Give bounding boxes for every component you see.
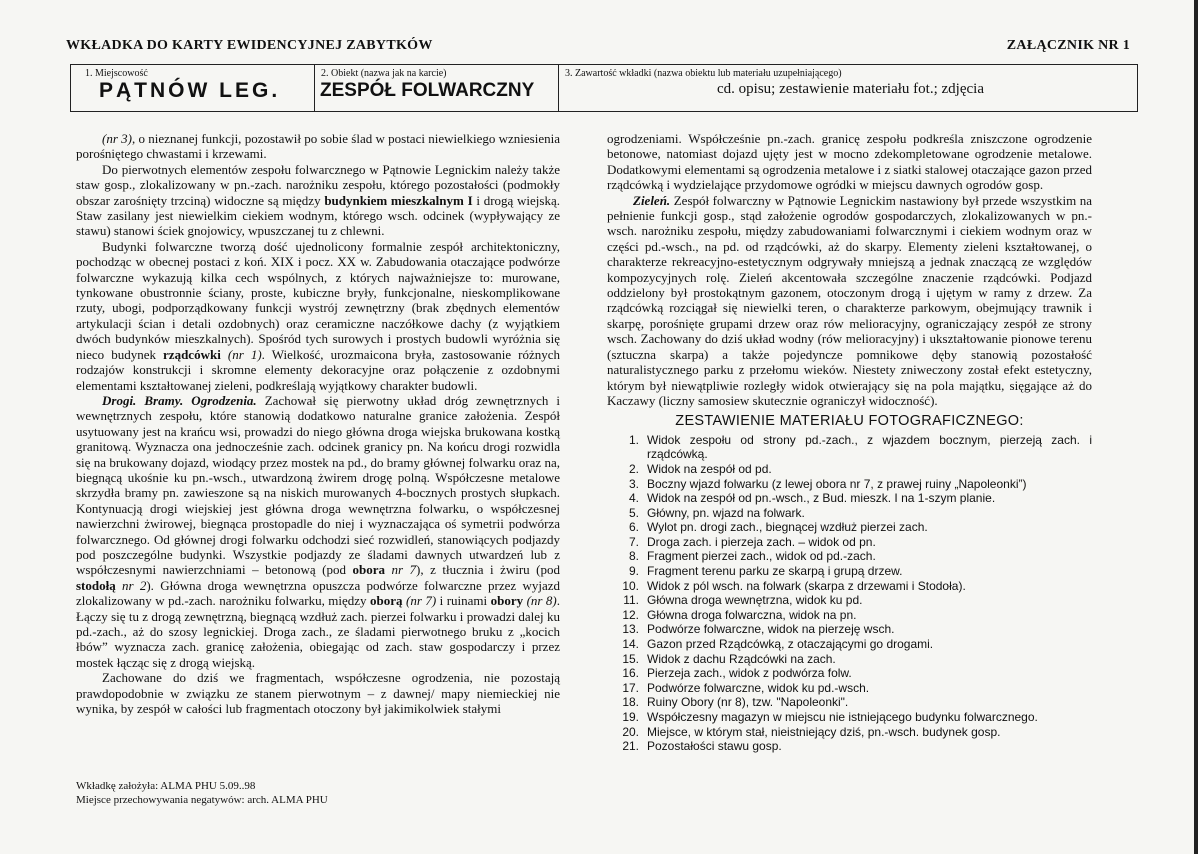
photo-item-text: Widok zespołu od strony pd.-zach., z wjazdem bocznym, pierzeją zach. i rządcówką. [647,432,1092,462]
photo-item-number: 20. [622,724,639,739]
header-fields-table [70,64,1138,112]
text-run: ). Główna droga wewnętrzna opuszcza podwórze folwarczne przez wyjazd zlokalizowany w pd.-zach. narożniku folwarku, między [76,577,560,609]
photo-list-item [613,695,1092,710]
photo-item-number: 10. [622,578,639,593]
italic-ref: (nr 1) [227,346,262,362]
bold-term: obora [352,562,385,578]
photo-item-text: Ruiny Obory (nr 8), tzw. "Napoleonki". [647,695,849,710]
photo-item-number: 15. [622,651,639,666]
photo-list-item [613,579,1092,594]
photo-item-text: Widok na zespół od pn.-wsch., z Bud. mieszk. I na 1-szym planie. [647,491,996,506]
left-text-column [76,131,560,716]
photo-item-text: Pierzeja zach., widok z podwórza folw. [647,666,852,681]
right-text-column [607,131,1092,754]
photo-list-item [613,564,1092,579]
photo-item-text: Droga zach. i pierzeja zach. – widok od pn. [647,534,876,549]
section-heading: Zieleń. [633,192,671,208]
photo-item-text: Widok z pól wsch. na folwark (skarpa z drzewami i Stodoła). [647,578,966,593]
photo-list-item [613,652,1092,667]
paragraph [76,393,560,670]
italic-ref: nr 2 [115,577,147,593]
paragraph: Zachowane do dziś we fragmentach, współczesne ogrodzenia, nie pozostają prawdopodobnie w związku ze stanem pierwotnym – z dawnej/ mapy niemieckiej nie wynika, by zespół w całości lub fragmentach otoczony był jakimikolwiek stałymi [76,670,560,717]
italic-ref: (nr 7) [402,593,437,609]
photo-item-text: Podwórze folwarczne, widok ku pd.-wsch. [647,680,870,695]
object-value: ZESPÓŁ FOLWARCZNY [320,80,535,101]
italic-ref: (nr 3) [102,131,132,146]
photo-item-number: 2. [628,461,639,476]
photo-list-item [613,666,1092,681]
content-value: cd. opisu; zestawienie materiału fot.; zdjęcia [717,81,984,97]
text-run: Zespół folwarczny w Pątnowie Legnickim nastawiony był przede wszystkim na pełnienie funkcji gosp., stąd założenie ogrodów gospodarczych, zlokalizowanych w pn.-wsch. narożniku zespołu, między zabudowaniami folwarcznymi i ciekiem wodnym oraz w części pd.-wsch., na pd. od rządcówki, aż do skarpy. Elementy zieleni kształtowanej, o charakterze rekreacyjno-estetycznym odgrywały mniejszą a jednak znaczącą ze względów kompozycyjnych rolę. Zieleń akcentowała szczególne znaczenie rządcówki. Podjazd oddzielony był prostokątnym gazonem, otoczonym drogą i ujętym w ramy z drzew. Za rządcówką rozciągał się niewielki teren, o charakterze parkowym, obejmujący trawnik i skarpę, porośnięte grupami drzew oraz rów melioracyjny, ograniczający zespół ze strony wsch. Zachowany do dziś układ wodny (rów melioracyjny) i ukształtowanie pionowe terenu (sztuczna skarpa) a także pojedyncze pomnikowe dęby stanowią pozostałość naturalistycznego parku z przełomu wieków. Niestety zniweczony został efekt estetyczny, którym był niewątpliwie rozległy widok otwierający się na pola majątku, sięgające aż do Kaczawy (liczny samosiew skutecznie ograniczył widoczność). [607,192,1092,408]
photo-list-item [613,520,1092,535]
text-run: i ruinami [436,593,491,609]
photo-item-text: Miejsce, w którym stał, nieistniejący dziś, pn.-wsch. budynek gosp. [647,724,1001,739]
text-run: . Łączy się tu z drogą zewnętrzną, biegnącą wzdłuż zach. pierzei folwarku i prowadzi dalej ku pd.-zach., aż do szosy legnickiej. Droga zach., ze śladami pierwotnego bruku z „kocich łbów” wyznacza zach. granicę założenia, obiegając od zach. staw gospodarczy i przez mostek łącząc się z drogą wiejską. [76,593,560,670]
content-label: 3. Zawartość wkładki (nazwa obiektu lub materiału uzupełniającego) [565,68,842,79]
paragraph: ogrodzeniami. Współcześnie pn.-zach. granicę zespołu podkreśla zniszczone ogrodzenie betonowe, natomiast dojazd ujęty jest w mocno zdekompletowane ogrodzenie metalowe. Dodatkowymi elementami są ogrodzenia metalowe i z siatki stalowej otaczające gazon przed rządcówką i wydzielające przydomowe ogródki w miejscu dawnych ogrodów gosp. [607,131,1092,193]
locality-value: PĄTNÓW LEG. [99,79,281,102]
photo-list-item [613,725,1092,740]
negatives-storage-line: Miejsce przechowywania negatywów: arch. ALMA PHU [76,794,328,806]
photo-item-number: 1. [628,432,639,447]
photo-item-number: 18. [622,695,639,710]
photo-item-text: Widok z dachu Rządcówki na zach. [647,651,836,666]
photo-item-text: Fragment pierzei zach., widok od pd.-zach. [647,549,876,564]
photo-item-text: Główny, pn. wjazd na folwark. [647,505,805,520]
photo-list-item [613,462,1092,477]
text-run: . Wielkość, urozmaicona bryła, zastosowanie różnych rodzajów konstrukcji i skromne elementy dekoracyjne oraz połączenie z ozdobnymi elementami kształtowanej zieleni, podkreślają wyjątkowy charakter budowli. [76,346,561,393]
photo-list-item [613,622,1092,637]
photo-item-number: 13. [622,622,639,637]
created-by-line: Wkładkę założyła: ALMA PHU 5.09..98 [76,780,256,792]
bold-term: budynkiem mieszkalnym I [324,192,473,208]
photo-item-number: 6. [628,520,639,535]
photo-item-text: Współczesny magazyn w miejscu nie istniejącego budynku folwarcznego. [647,710,1038,724]
paragraph [76,162,560,239]
document-header-title: WKŁADKA DO KARTY EWIDENCYJNEJ ZABYTKÓW [66,38,433,53]
content-cell [559,65,1137,111]
locality-label: 1. Miejscowość [85,68,148,79]
photo-item-number: 3. [628,476,639,491]
bold-term: stodołą [76,577,116,593]
paragraph [76,131,560,162]
text-run [221,347,228,362]
locality-cell [71,65,315,111]
photo-item-number: 9. [628,564,639,579]
paragraph [607,193,1092,409]
photo-item-number: 19. [622,710,639,724]
bold-term: rządcówki [163,346,221,362]
photo-item-number: 11. [623,593,639,608]
photo-item-text: Pozostałości stawu gosp. [647,739,782,754]
photo-item-number: 21. [622,739,639,754]
photo-list-item [613,593,1092,608]
photo-item-text: Główna droga wewnętrzna, widok ku pd. [647,593,863,608]
attachment-number: ZAŁĄCZNIK NR 1 [1006,38,1130,53]
photo-item-text: Wylot pn. drogi zach., biegnącej wzdłuż pierzei zach. [647,520,928,535]
photo-list-item [613,491,1092,506]
photo-list-item [613,535,1092,550]
photo-item-number: 7. [628,534,639,549]
photo-list-item [613,506,1092,521]
photo-item-text: Główna droga folwarczna, widok na pn. [647,607,857,622]
photo-list-item [613,637,1092,652]
text-run: ), z tłucznia i żwiru (pod [416,562,561,578]
text-run: Budynki folwarczne tworzą dość ujednolicony formalnie zespół architektoniczny, pochodząc w obecnej postaci z koń. XIX i pocz. XX w. Zabudowania otaczające podwórze folwarczne wykazują kilka cech wspólnych, z których najważniejsze to: murowane, tynkowane obustronnie ściany, proste, kubiczne bryły, funkcjonalne, nieskomplikowane rzuty, ubogi, podporządkowany funkcji wystrój zewnętrzny (brak zbędnych elementów artykulacji ścian i detali ozdobnych) oraz ceramiczne naczółkowe dachy (z wyjątkiem dwóch budynków mieszkalnych). Spośród tych surowych i prostych budowli wyróżnia się nieco budynek [76,238,560,362]
photo-item-text: Gazon przed Rządcówką, z otaczającymi go drogami. [647,637,934,652]
photo-item-number: 16. [622,666,639,681]
italic-ref: nr 7 [384,562,417,578]
text-run: i drogą wiejską. Staw zasilany jest niewielkim ciekiem wodnym, którego wsch. odcinek (wypływający ze stawu) stanowi ściek gnojowicy, wpuszczanej tu z chlewni. [76,192,560,239]
object-cell [315,65,559,111]
photo-list-item [613,739,1092,754]
paragraph [76,239,560,393]
photo-item-number: 14. [622,637,639,652]
photo-list-item [613,608,1092,623]
photo-item-number: 8. [628,549,639,564]
object-label: 2. Obiekt (nazwa jak na karcie) [321,68,447,79]
photo-item-number: 12. [622,607,639,622]
photo-list-item [613,681,1092,696]
photo-list-item [613,549,1092,564]
photo-list-item [613,433,1092,462]
photo-item-number: 17. [622,680,639,695]
text-run: , o nieznanej funkcji, pozostawił po sobie ślad w postaci niewielkiego wzniesienia porośniętego chwastami i krzewami. [76,131,561,162]
photo-item-number: 5. [628,505,639,520]
footer [76,779,328,807]
photo-list-title: ZESTAWIENIE MATERIAŁU FOTOGRAFICZNEGO: [675,413,1024,430]
section-heading: Drogi. Bramy. Ogrodzenia. [102,392,257,408]
photo-item-text: Podwórze folwarczne, widok na pierzeję wsch. [647,622,895,637]
text-run: Do pierwotnych elementów zespołu folwarcznego w Pątnowie Legnickim należy także staw gosp., zlokalizowany w pn.-zach. narożniku zespołu, którego pozostałości (podmokły obszar zarośnięty trzciną) widoczne są między [76,161,560,208]
photo-item-text: Boczny wjazd folwarku (z lewej obora nr 7, z prawej ruiny „Napoleonki”) [647,476,1027,491]
photo-item-text: Fragment terenu parku ze skarpą i grupą drzew. [647,564,903,579]
photo-list-item [613,477,1092,492]
photo-list-item [613,710,1092,725]
italic-ref: (nr 8) [523,593,557,609]
photo-item-text: Widok na zespół od pd. [647,461,772,476]
text-run: Zachował się pierwotny układ dróg zewnętrznych i wewnętrznych zespołu, które stanowią dodatkowo naturalne granice założenia. Zespół usytuowany jest na krańcu wsi, prowadzi do niego główna droga wiejska brukowana kostką granitową. Wyznacza ona jednocześnie zach. odcinek granicy pn. Na końcu drogi rozwidla się na brukowany dojazd, wiodący przez mostek na pd., do bramy głównej folwarku oraz na, biegnącą ukośnie ku pn.-wsch., utwardzoną żwirem drogę polną. Współczesne metalowe skrzydła bramy pn. zawieszone są na niskich murowanych 4-bocznych prostych słupkach. Kontynuacją drogi wiejskiej jest główna droga wewnętrzna folwarku, o współczesnej nawierzchni żwirowej, biegnąca prostopadle do niej i wyznaczająca oś symetrii podwórza folwarcznego. Od głównej drogi folwarku odchodzi sieć rozwidleń, stanowiących podjazdy pod poszczególne budynki. Wszystkie podjazdy ze śladami dawnych utwardzeń lub z współczesnymi nawierzchniami – betonową (pod [76,392,561,578]
photo-list [613,433,1092,754]
bold-term: oborą [370,593,403,609]
photo-item-number: 4. [628,491,639,506]
bold-term: obory [490,593,524,609]
